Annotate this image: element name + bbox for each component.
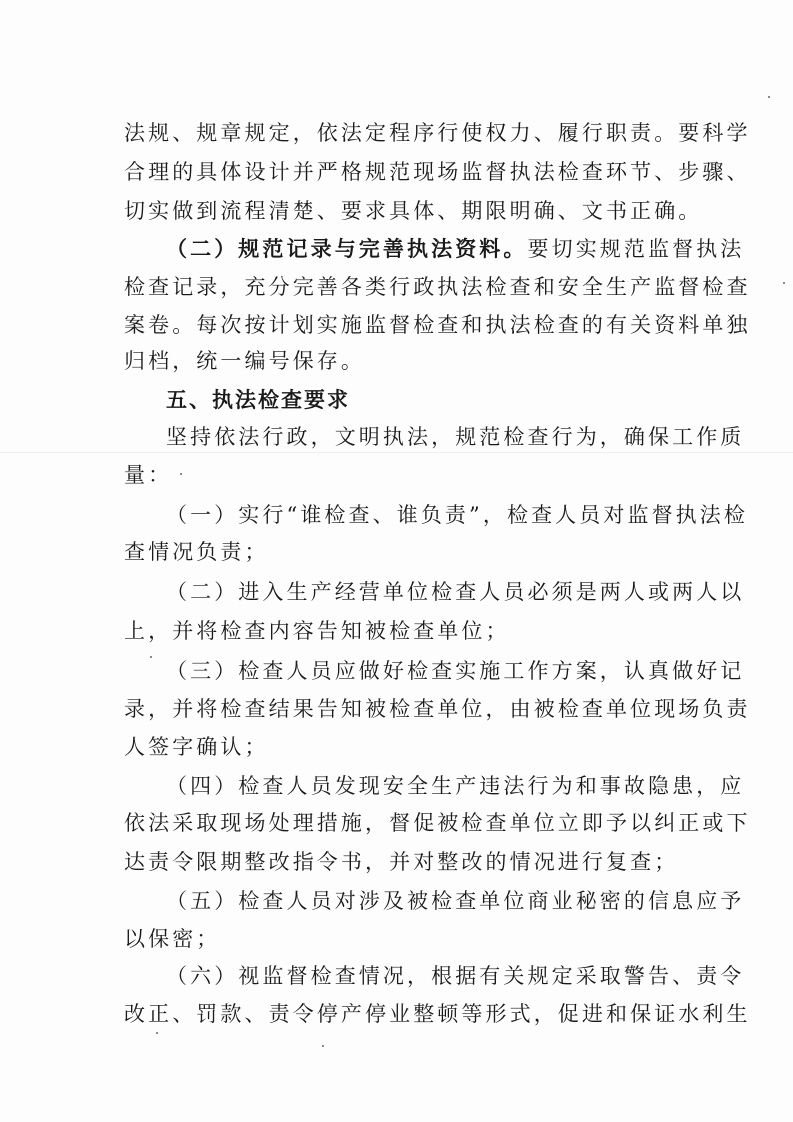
paragraph-line: 法规、规章规定，依法定程序行使权力、履行职责。要科学 bbox=[124, 121, 751, 145]
section-heading: 五、执法检查要求 bbox=[166, 388, 350, 412]
list-item-line: （五）检查人员对涉及被检查单位商业秘密的信息应予 bbox=[166, 889, 745, 913]
paragraph-line: 案卷。每次按计划实施监督检查和执法检查的有关资料单独 bbox=[124, 313, 751, 337]
paragraph-line: 合理的具体设计并严格规范现场监督执法检查环节、步骤、 bbox=[124, 160, 751, 184]
scan-speck bbox=[783, 282, 785, 284]
list-item-line: 达责令限期整改指令书，并对整改的情况进行复查； bbox=[124, 850, 679, 874]
paragraph-line: 检查记录，充分完善各类行政执法检查和安全生产监督检查 bbox=[124, 275, 751, 299]
list-item-line: （三）检查人员应做好检查实施工作方案，认真做好记 bbox=[166, 659, 745, 683]
scan-speck bbox=[156, 1032, 158, 1034]
list-item-line: 人签字确认； bbox=[124, 735, 269, 759]
list-item-line: 改正、罚款、责令停产停业整顿等形式，促进和保证水利生 bbox=[124, 1002, 751, 1026]
paragraph-text: 要切实规范监督执法 bbox=[527, 237, 745, 261]
scan-speck bbox=[150, 656, 152, 658]
paragraph-line: 归档，统一编号保存。 bbox=[124, 349, 365, 373]
list-item-line: 查情况负责； bbox=[124, 540, 269, 564]
scan-speck bbox=[322, 1045, 324, 1047]
list-item-line: 上，并将检查内容告知被检查单位； bbox=[124, 619, 510, 643]
list-item-line: 以保密； bbox=[124, 927, 221, 951]
list-item-line: （二）进入生产经营单位检查人员必须是两人或两人以 bbox=[166, 580, 745, 604]
subsection-title: （二）规范记录与完善执法资料。 bbox=[166, 236, 528, 261]
scan-artifact-line bbox=[0, 452, 793, 453]
paragraph-line: 量： bbox=[124, 463, 173, 487]
list-item-line: 录，并将检查结果告知被检查单位，由被检查单位现场负责 bbox=[124, 697, 751, 721]
paragraph-line: 切实做到流程清楚、要求具体、期限明确、文书正确。 bbox=[124, 199, 703, 223]
scan-speck bbox=[768, 96, 770, 98]
scan-speck bbox=[180, 473, 182, 475]
list-item-line: （六）视监督检查情况，根据有关规定采取警告、责令 bbox=[166, 964, 745, 988]
list-item-line: （四）检查人员发现安全生产违法行为和事故隐患，应 bbox=[166, 774, 745, 798]
paragraph-line: 坚持依法行政，文明执法，规范检查行为，确保工作质 bbox=[166, 425, 745, 449]
list-item-line: （一）实行“谁检查、谁负责”，检查人员对监督执法检 bbox=[166, 503, 748, 527]
list-item-line: 依法采取现场处理措施，督促被检查单位立即予以纠正或下 bbox=[124, 811, 751, 835]
section-paragraph-line bbox=[166, 234, 744, 264]
